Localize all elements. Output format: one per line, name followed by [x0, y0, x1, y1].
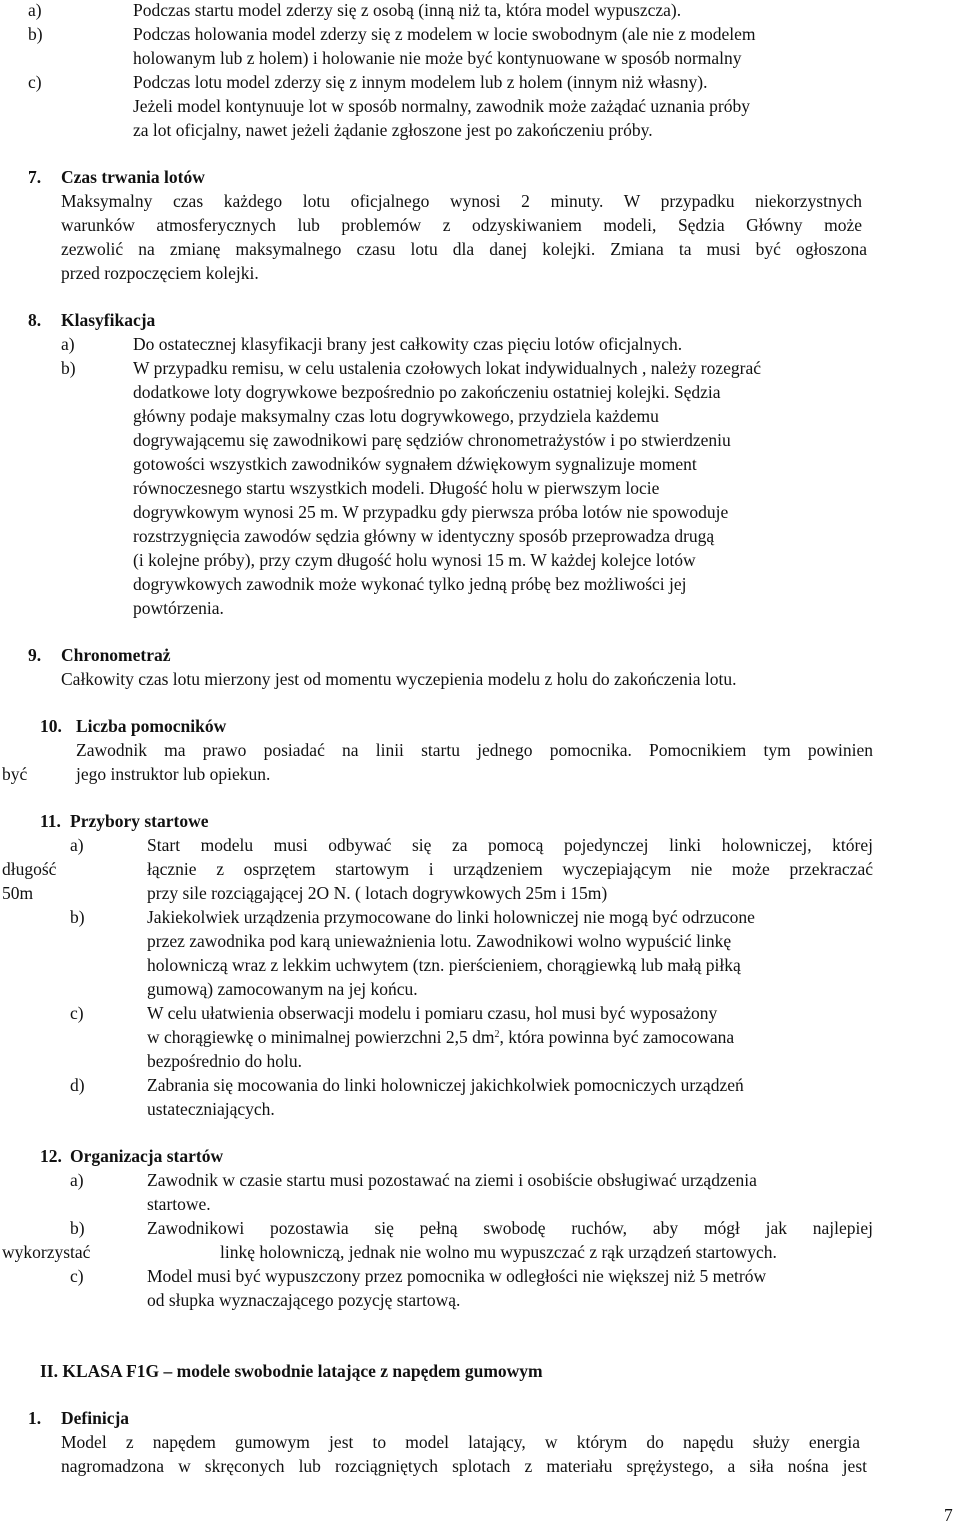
- paragraph-line: jego instruktor lub opiekun.: [76, 764, 271, 784]
- item-text: (i kolejne próby), przy czym długość holu wynosi 15 m. W każdej kolejce lotów: [133, 550, 696, 570]
- item-text: gotowości wszystkich zawodników sygnałem dźwiękowym sygnalizuje moment: [133, 454, 697, 474]
- item-label: a): [70, 1170, 84, 1190]
- item-text: Jeżeli model kontynuuje lot w sposób normalny, zawodnik może zażądać uznania próby: [133, 96, 751, 116]
- item-text: łącznie z osprzętem startowym i urządzeniem wyczepiającym nie może przekraczać: [147, 859, 873, 879]
- paragraph-line: warunków atmosferycznych lub problemów z odzyskiwaniem modeli, Sędzia Główny może: [61, 215, 862, 235]
- item-text-prefix: 50m: [2, 883, 34, 903]
- section-title: Przybory startowe: [70, 811, 209, 831]
- item-label: a): [61, 334, 75, 354]
- item-text: ustateczniających.: [147, 1099, 275, 1119]
- item-text: dogrywkowych zawodnik może wykonać tylko jedną próbę bez możliwości jej: [133, 574, 687, 594]
- item-text-part: w chorągiewkę o minimalnej powierzchni 2,5 dm: [147, 1027, 495, 1047]
- item-text: Start modelu musi odbywać się za pomocą pojedynczej linki holowniczej, której: [147, 835, 873, 855]
- item-text: Zabrania się mocowania do linki holowniczej jakichkolwiek pomocniczych urządzeń: [147, 1075, 744, 1095]
- item-label: c): [28, 72, 42, 92]
- paragraph-line: Całkowity czas lotu mierzony jest od momentu wyczepienia modelu z holu do zakończenia lotu.: [61, 669, 737, 689]
- item-text: Podczas holowania model zderzy się z modelem w locie swobodnym (ale nie z modelem: [133, 24, 756, 44]
- item-text-prefix: długość: [2, 859, 57, 879]
- item-label: b): [28, 24, 43, 44]
- item-label: b): [70, 907, 85, 927]
- section-number: 11.: [40, 811, 61, 831]
- item-text: główny podaje maksymalny czas lotu dogrywkowego, przydziela każdemu: [133, 406, 659, 426]
- class-heading: II. KLASA F1G – modele swobodnie latające z napędem gumowym: [40, 1361, 543, 1381]
- section-number: 8.: [28, 310, 42, 330]
- section-number: 12.: [40, 1146, 62, 1166]
- item-text: powtórzenia.: [133, 598, 224, 618]
- item-text: przez zawodnika pod karą unieważnienia lotu. Zawodnikowi wolno wypuścić linkę: [147, 931, 732, 951]
- paragraph-line: Maksymalny czas każdego lotu oficjalnego wynosi 2 minuty. W przypadku niekorzystnych: [61, 191, 862, 211]
- item-text: Zawodnik w czasie startu musi pozostawać na ziemi i osobiście obsługiwać urządzenia: [147, 1170, 757, 1190]
- section-number: 9.: [28, 645, 42, 665]
- section-number: 7.: [28, 167, 42, 187]
- item-text: holowniczą wraz z lekkim uchwytem (tzn. pierścieniem, chorągiewką lub małą piłką: [147, 955, 741, 975]
- item-label: c): [70, 1266, 84, 1286]
- item-text: W celu ułatwienia obserwacji modelu i pomiaru czasu, hol musi być wyposażony: [147, 1003, 718, 1023]
- item-text: rozstrzygnięcia zawodów sędzia główny w identyczny sposób przeprowadza drugą: [133, 526, 715, 546]
- item-text: Do ostatecznej klasyfikacji brany jest całkowity czas pięciu lotów oficjalnych.: [133, 334, 683, 354]
- item-text: przy sile rozciągającej 2O N. ( lotach dogrywkowych 25m i 15m): [147, 883, 608, 903]
- item-text: Jakiekolwiek urządzenia przymocowane do linki holowniczej nie mogą być odrzucone: [147, 907, 755, 927]
- section-title: Czas trwania lotów: [61, 167, 205, 187]
- paragraph-line: zezwolić na zmianę maksymalnego czasu lotu dla danej kolejki. Zmiana ta musi być ogłoszona: [61, 239, 867, 259]
- item-text: Podczas lotu model zderzy się z innym modelem lub z holem (innym niż własny).: [133, 72, 708, 92]
- item-label: b): [61, 358, 76, 378]
- paragraph-line-prefix: być: [2, 764, 28, 784]
- item-label: a): [28, 0, 42, 20]
- item-text: linkę holowniczą, jednak nie wolno mu wypuszczać z rąk urządzeń startowych.: [220, 1242, 777, 1262]
- section-title: Liczba pomocników: [76, 716, 227, 736]
- item-label: d): [70, 1075, 85, 1095]
- item-text: dogrywającemu się zawodnikowi parę sędziów chronometrażystów i po stwierdzeniu: [133, 430, 731, 450]
- item-text: dodatkowe loty dogrywkowe bezpośrednio po zakończeniu ostatniej kolejki. Sędzia: [133, 382, 721, 402]
- item-text: [147, 1027, 734, 1047]
- item-text-part: , która powinna być zamocowana: [499, 1027, 735, 1047]
- section-title: Definicja: [61, 1408, 130, 1428]
- paragraph-line: nagromadzona w skręconych lub rozciągniętych splotach z materiału sprężystego, a siła nośna jest: [61, 1456, 867, 1476]
- item-label: a): [70, 835, 84, 855]
- item-text: bezpośrednio do holu.: [147, 1051, 303, 1071]
- section-number: 1.: [28, 1408, 42, 1428]
- item-label: c): [70, 1003, 84, 1023]
- item-text: od słupka wyznaczającego pozycję startową.: [147, 1290, 461, 1310]
- superscript: 2: [494, 1029, 500, 1040]
- item-label: b): [70, 1218, 85, 1238]
- section-title: Chronometraż: [61, 645, 171, 665]
- section-number: 10.: [40, 716, 62, 736]
- page-number: 7: [944, 1505, 953, 1525]
- paragraph-line: Model z napędem gumowym jest to model latający, w którym do napędu służy energia: [61, 1432, 860, 1452]
- item-text: równoczesnego startu wszystkich modeli. Długość holu w pierwszym locie: [133, 478, 660, 498]
- item-text: holowanym lub z holem) i holowanie nie może być kontynuowane w sposób normalny: [133, 48, 742, 68]
- paragraph-line: Zawodnik ma prawo posiadać na linii startu jednego pomocnika. Pomocnikiem tym powinien: [76, 740, 873, 760]
- item-text: za lot oficjalny, nawet jeżeli żądanie zgłoszone jest po zakończeniu próby.: [133, 120, 653, 140]
- item-text: startowe.: [147, 1194, 211, 1214]
- paragraph-line: przed rozpoczęciem kolejki.: [61, 263, 259, 283]
- item-text-prefix: wykorzystać: [2, 1242, 91, 1262]
- section-title: Klasyfikacja: [61, 310, 156, 330]
- item-text: Model musi być wypuszczony przez pomocnika w odległości nie większej niż 5 metrów: [147, 1266, 767, 1286]
- item-text: Podczas startu model zderzy się z osobą (inną niż ta, która model wypuszcza).: [133, 0, 682, 20]
- item-text: dogrywkowym wynosi 25 m. W przypadku gdy pierwsza próba lotów nie spowoduje: [133, 502, 729, 522]
- item-text: W przypadku remisu, w celu ustalenia czołowych lokat indywidualnych , należy rozegrać: [133, 358, 761, 378]
- item-text: Zawodnikowi pozostawia się pełną swobodę ruchów, aby mógł jak najlepiej: [147, 1218, 873, 1238]
- item-text: gumową) zamocowanym na jej końcu.: [147, 979, 418, 999]
- section-title: Organizacja startów: [70, 1146, 224, 1166]
